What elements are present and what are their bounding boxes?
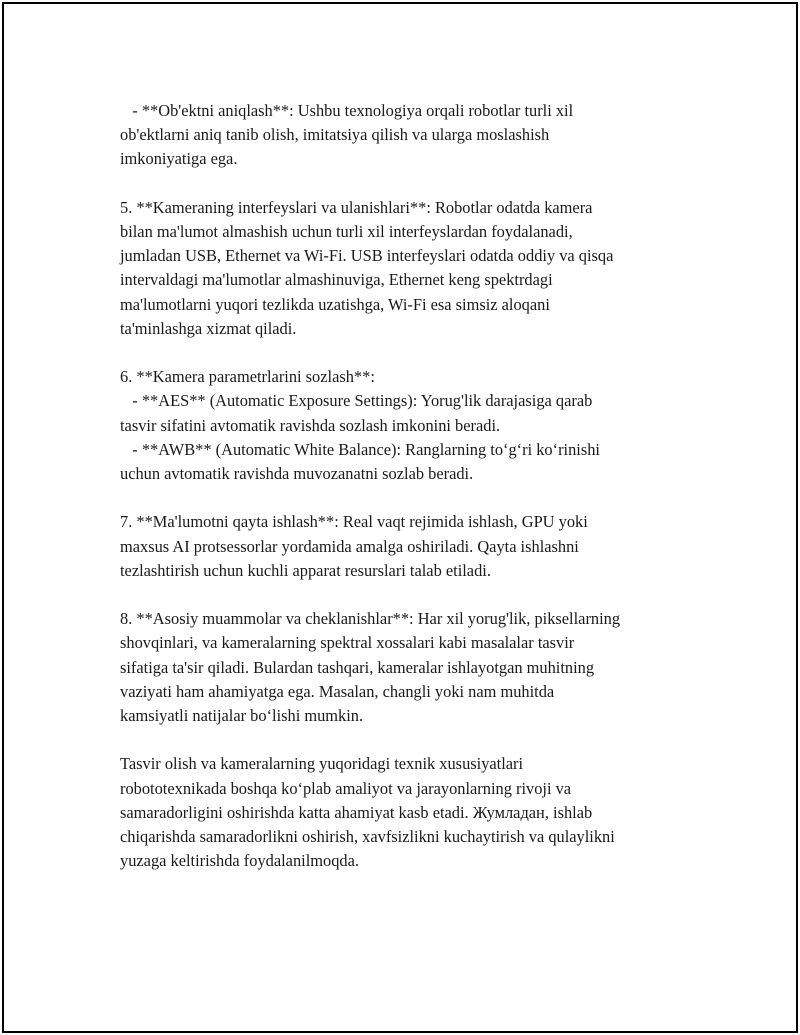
text-line: - **AES** (Automatic Exposure Settings): Yorug'lik darajasiga qarab	[120, 391, 593, 411]
paragraph-camera-parameters	[120, 365, 700, 486]
text-line: ma'lumotlarni yuqori tezlikda uzatishga, Wi-Fi esa simsiz aloqani	[120, 294, 550, 314]
text-line: bilan ma'lumot almashish uchun turli xil interfeyslardan foydalanadi,	[120, 222, 573, 241]
document-body	[120, 99, 700, 898]
text-line: - **Ob'ektni aniqlash**: Ushbu texnologiya orqali robotlar turli xil	[120, 101, 574, 120]
text-line: imkoniyatiga ega.	[120, 149, 238, 169]
text-line: ta'minlashga xizmat qiladi.	[120, 318, 297, 338]
text-line: intervaldagi ma'lumotlar almashinuviga, Ethernet keng spektrdagi	[120, 270, 553, 290]
text-line: Tasvir olish va kameralarning yuqoridagi texnik xususiyatlari	[120, 754, 524, 774]
text-line: vaziyati ham ahamiyatga ega. Masalan, changli yoki nam muhitda	[120, 681, 555, 701]
text-line: 7. **Ma'lumotni qayta ishlash**: Real vaqt rejimida ishlash, GPU yoki	[120, 512, 588, 532]
text-line: 5. **Kameraning interfeyslari va ulanishlari**: Robotlar odatda kamera	[120, 197, 593, 217]
text-line: tezlashtirish uchun kuchli apparat resurslari talab etiladi.	[120, 560, 491, 580]
text-line: uchun avtomatik ravishda muvozanatni sozlab beradi.	[120, 464, 474, 484]
text-line: jumladan USB, Ethernet va Wi-Fi. USB interfeyslari odatda oddiy va qisqa	[120, 246, 614, 266]
text-line: chiqarishda samaradorlikni oshirish, xavfsizlikni kuchaytirish va qulaylikni	[120, 827, 615, 847]
text-line: yuzaga keltirishda foydalanilmoqda.	[120, 851, 359, 871]
paragraph-object-detection	[120, 99, 700, 172]
paragraph-conclusion	[120, 752, 700, 873]
text-line: sifatiga ta'sir qiladi. Bulardan tashqari, kameralar ishlayotgan muhitning	[120, 657, 595, 677]
text-line: - **AWB** (Automatic White Balance): Ranglarning to‘g‘ri ko‘rinishi	[120, 439, 600, 459]
text-line: robototexnikada boshqa ko‘plab amaliyot va jarayonlarning rivoji va	[120, 778, 572, 798]
text-line: kamsiyatli natijalar bo‘lishi mumkin.	[120, 706, 364, 726]
document-page	[2, 2, 798, 1033]
text-line: 6. **Kamera parametrlarini sozlash**:	[120, 367, 375, 387]
text-line: shovqinlari, va kameralarning spektral xossalari kabi masalalar tasvir	[120, 633, 575, 653]
text-line: maxsus AI protsessorlar yordamida amalga oshiriladi. Qayta ishlashni	[120, 536, 579, 556]
paragraph-camera-interfaces	[120, 196, 700, 341]
paragraph-main-problems	[120, 607, 700, 728]
text-line: 8. **Asosiy muammolar va cheklanishlar**: Har xil yorug'lik, piksellarning	[120, 609, 621, 629]
paragraph-data-processing	[120, 510, 700, 583]
text-line: tasvir sifatini avtomatik ravishda sozlash imkonini beradi.	[120, 415, 501, 435]
text-line: ob'ektlarni aniq tanib olish, imitatsiya qilish va ularga moslashish	[120, 125, 550, 145]
text-line: samaradorligini oshirishda katta ahamiyat kasb etadi. Жумладан, ishlab	[120, 802, 593, 822]
